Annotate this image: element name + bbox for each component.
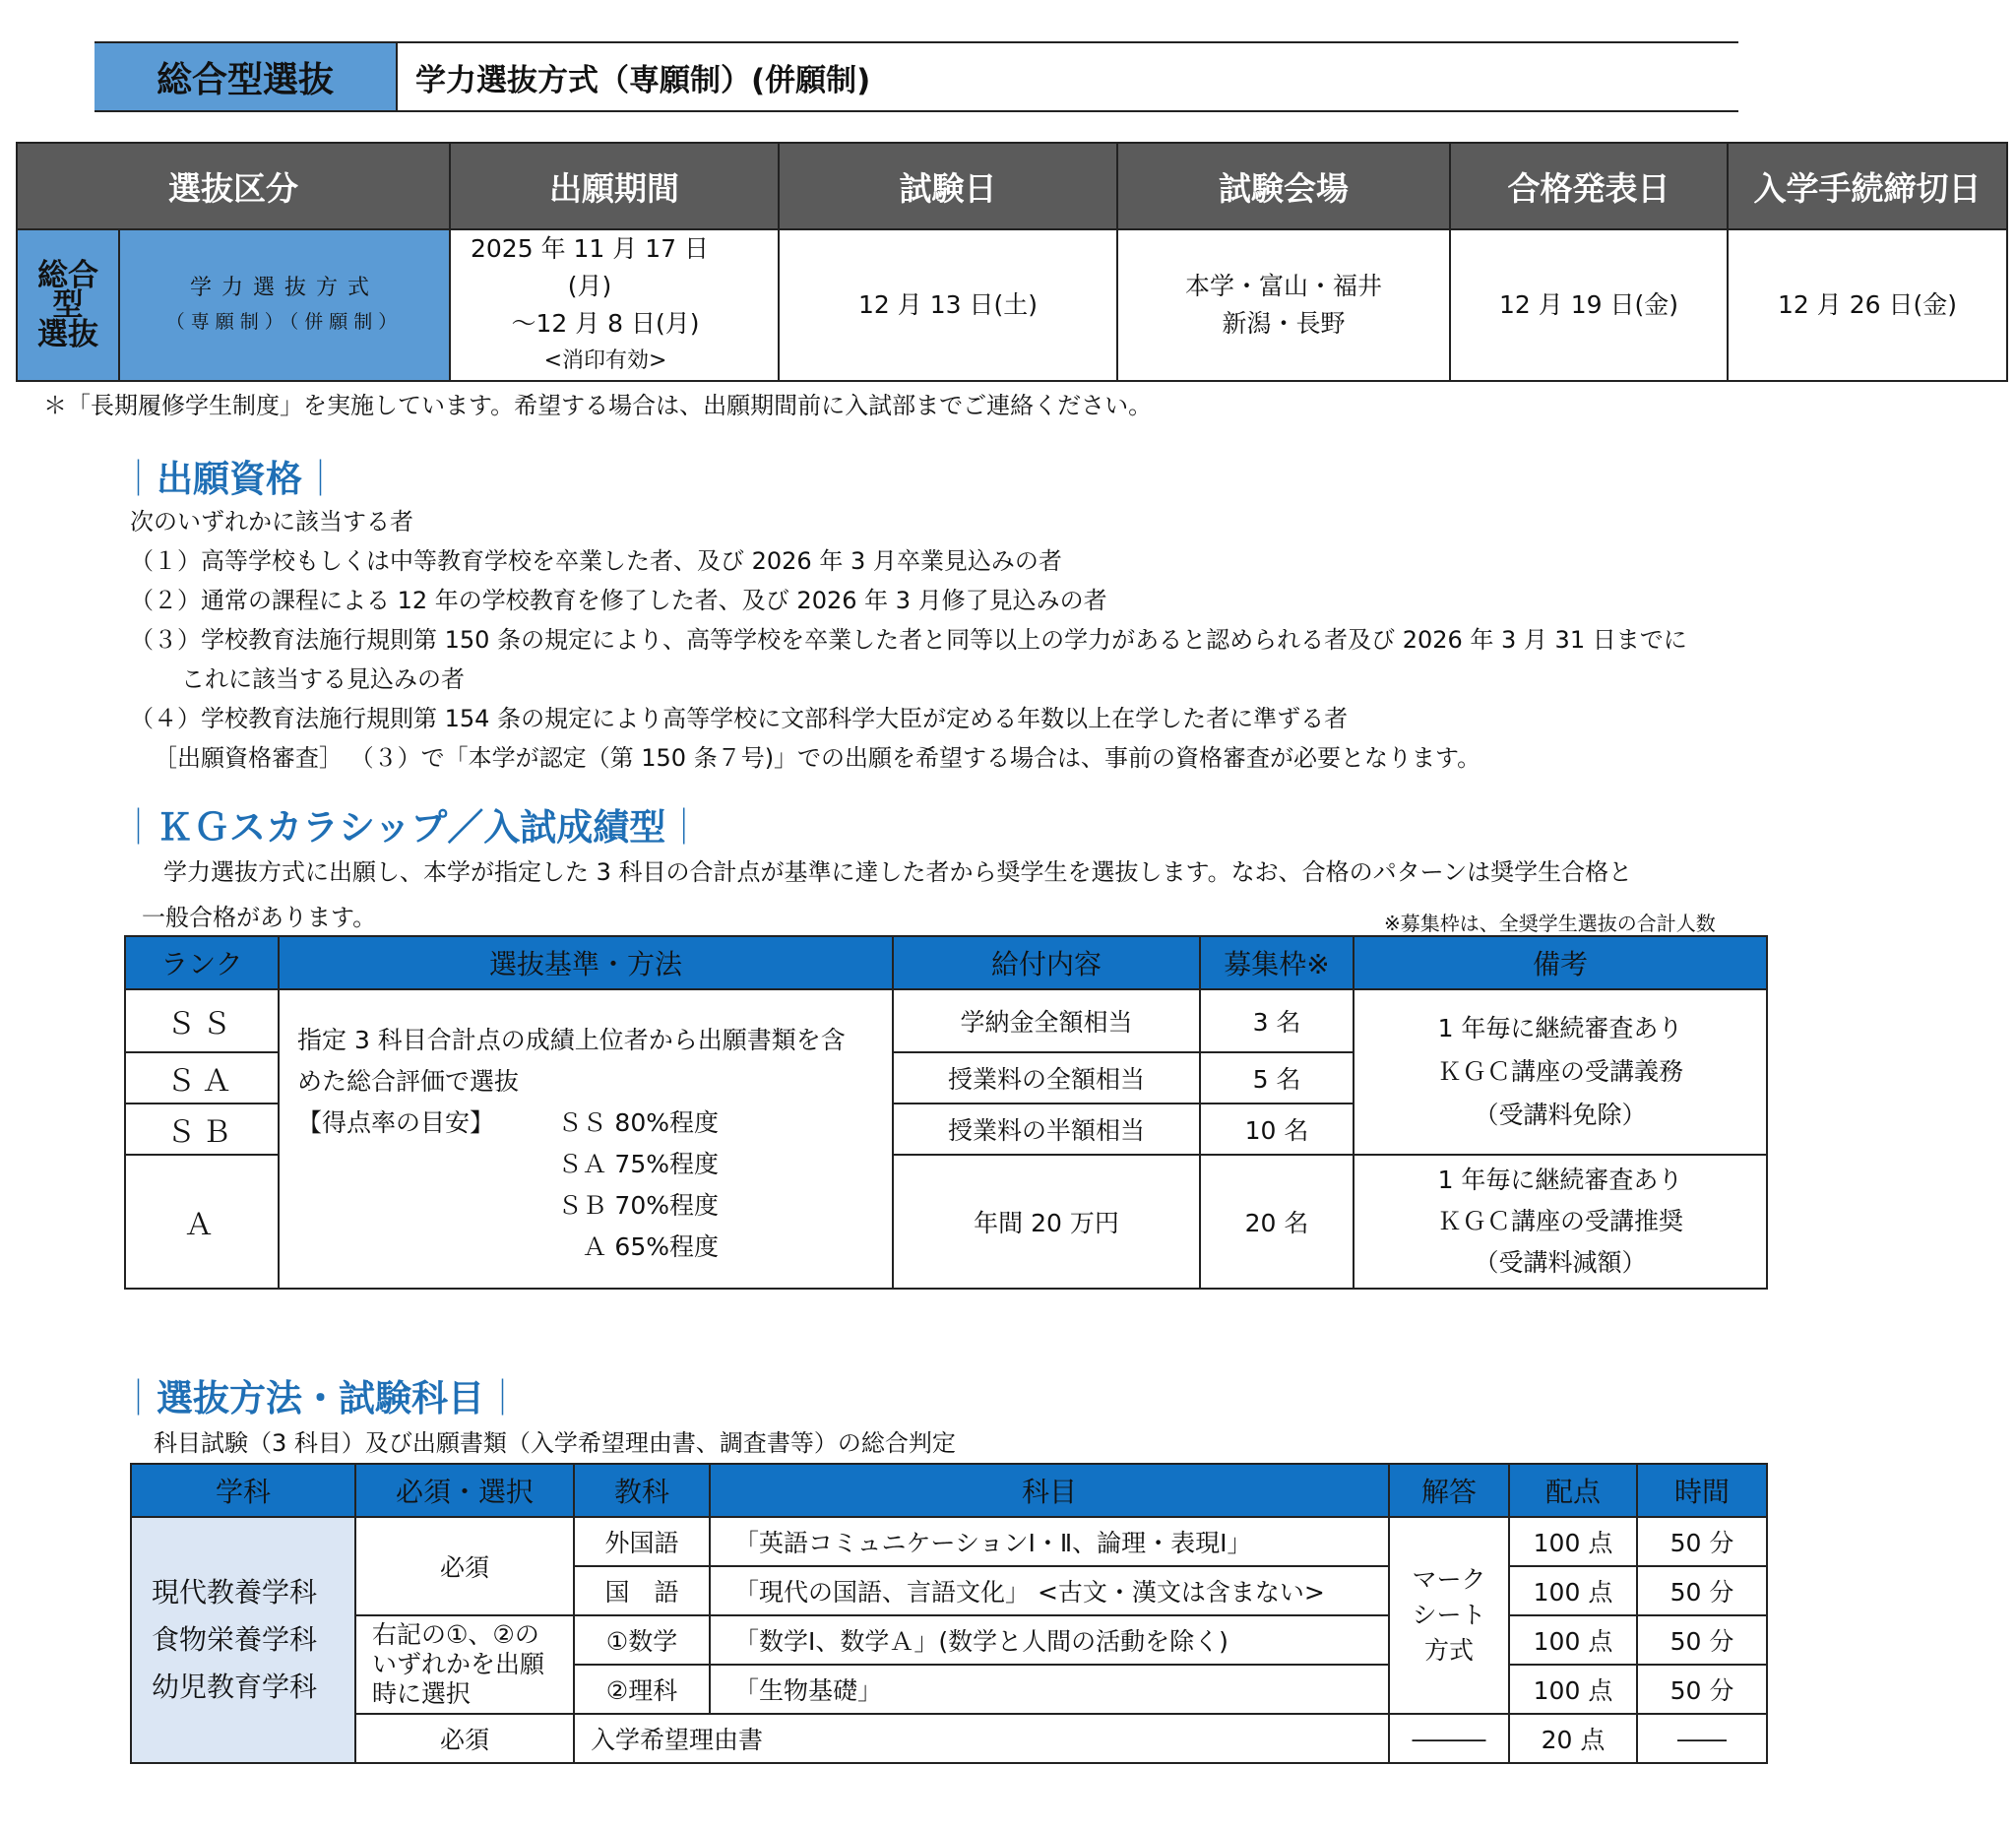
- col-header: 科目: [710, 1464, 1389, 1517]
- eligibility-intro: 次のいずれかに該当する者: [130, 508, 413, 536]
- time-cell: ――: [1637, 1714, 1767, 1763]
- answer-method-cell: [1389, 1517, 1509, 1714]
- section-header: [94, 41, 1738, 112]
- department-name: 幼児教育学科: [152, 1671, 318, 1703]
- subcategory-text: （専願制）（併願制）: [165, 311, 404, 333]
- col-header: 教科: [574, 1464, 710, 1517]
- criteria-text: 指定 3 科目合計点の成績上位者から出願書類を含: [297, 1026, 846, 1054]
- venue-cell: [1117, 229, 1450, 381]
- scholarship-footnote: ※募集枠は、全奨学生選抜の合計人数: [1384, 912, 1716, 935]
- benefit-cell: 年間 20 万円: [893, 1155, 1200, 1289]
- selection-subcategory-cell: [119, 229, 450, 381]
- subject-cell: 「現代の国語、言語文化」 <古文・漢文は含まない>: [710, 1566, 1389, 1615]
- schedule-row: [17, 229, 2007, 381]
- field-cell: ①数学: [574, 1615, 710, 1665]
- col-header: 試験会場: [1117, 143, 1450, 229]
- rank-cell: ＳＳ: [125, 989, 279, 1052]
- subjects-table: [130, 1463, 1768, 1764]
- time-cell: 50 分: [1637, 1566, 1767, 1615]
- subcategory-text: 学力選抜方式: [189, 276, 379, 300]
- rank-cell: ＳＢ: [125, 1104, 279, 1155]
- required-cell: 必須: [355, 1714, 574, 1763]
- required-cell: 必須: [355, 1517, 574, 1615]
- eligibility-heading-text: 出願資格: [157, 458, 302, 500]
- time-cell: 50 分: [1637, 1517, 1767, 1566]
- points-cell: 20 点: [1509, 1714, 1637, 1763]
- quota-cell: 10 名: [1200, 1104, 1354, 1155]
- subject-cell: 「数学Ⅰ、数学Ａ」(数学と人間の活動を除く): [710, 1615, 1389, 1665]
- scholarship-heading: ｜ＫＧスカラシップ／入試成績型｜: [120, 806, 703, 849]
- points-cell: 100 点: [1509, 1517, 1637, 1566]
- eligibility-review: ［出願資格審査］ （３）で「本学が認定（第 150 条７号)」での出願を希望する場合は、事前の資格審査が必要となります。: [154, 744, 1481, 772]
- col-header: 学科: [131, 1464, 355, 1517]
- table-row: [131, 1714, 1767, 1763]
- category-text: 型: [52, 287, 84, 323]
- remarks-text: 1 年毎に継続審査あり: [1437, 1166, 1683, 1194]
- remarks-text: （受講料免除）: [1474, 1101, 1647, 1129]
- application-period-cell: [450, 229, 779, 381]
- remarks-cell: [1354, 1155, 1767, 1289]
- department-name: 現代教養学科: [152, 1576, 318, 1608]
- scholarship-table: [124, 935, 1768, 1290]
- subject-cell: 「生物基礎」: [710, 1665, 1389, 1714]
- choice-text: 右記の①、②の: [372, 1620, 539, 1649]
- category-text: 選抜: [37, 317, 98, 352]
- eligibility-item: （４）学校教育法施行規則第 154 条の規定により高等学校に文部科学大臣が定める年数以上在学した者に準ずる者: [130, 705, 1349, 732]
- subjects-heading: ｜選抜方法・試験科目｜: [120, 1377, 521, 1419]
- quota-cell: 5 名: [1200, 1052, 1354, 1104]
- field-cell: 国 語: [574, 1566, 710, 1615]
- col-header: 選抜基準・方法: [279, 936, 893, 989]
- schedule-header-row: [17, 143, 2007, 229]
- criteria-text: めた総合評価で選抜: [297, 1067, 520, 1096]
- remarks-text: 1 年毎に継続審査あり: [1437, 1014, 1683, 1042]
- col-header: 解答: [1389, 1464, 1509, 1517]
- eligibility-body: [130, 502, 1687, 778]
- quota-cell: 3 名: [1200, 989, 1354, 1052]
- period-note: <消印有効>: [543, 348, 667, 373]
- target-item: ＳＢ 70%程度: [557, 1191, 719, 1220]
- remarks-text: ＫＧＣ講座の受講義務: [1436, 1057, 1683, 1086]
- answer-cell: ―――: [1389, 1714, 1509, 1763]
- col-header: 募集枠※: [1200, 936, 1354, 989]
- period-start: 2025 年 11 月 17 日(月): [471, 234, 709, 300]
- col-header: 合格発表日: [1450, 143, 1728, 229]
- field-cell: ②理科: [574, 1665, 710, 1714]
- scholarship-desc-1: 学力選抜方式に出願し、本学が指定した 3 科目の合計点が基準に達した者から奨学生を選抜します。なお、合格のパターンは奨学生合格と: [163, 858, 1633, 886]
- table-row: [131, 1615, 1767, 1665]
- answer-text: 方式: [1423, 1636, 1474, 1665]
- answer-text: マーク: [1412, 1565, 1486, 1594]
- remarks-text: ＫＧＣ講座の受講推奨: [1436, 1207, 1683, 1235]
- col-header: 備考: [1354, 936, 1767, 989]
- venue-text: 本学・富山・福井: [1184, 272, 1382, 300]
- points-cell: 100 点: [1509, 1665, 1637, 1714]
- subjects-heading-text: 選抜方法・試験科目: [157, 1377, 484, 1419]
- selection-category-cell: [17, 229, 119, 381]
- choice-text: いずれかを出願: [372, 1650, 545, 1678]
- target-list: [543, 1103, 719, 1268]
- time-cell: 50 分: [1637, 1615, 1767, 1665]
- remarks-text: （受講料減額）: [1474, 1248, 1647, 1277]
- department-name: 食物栄養学科: [152, 1623, 318, 1656]
- col-header: 必須・選択: [355, 1464, 574, 1517]
- benefit-cell: 授業料の半額相当: [893, 1104, 1200, 1155]
- category-text: 総合: [37, 258, 98, 293]
- result-date-cell: 12 月 19 日(金): [1450, 229, 1728, 381]
- points-cell: 100 点: [1509, 1615, 1637, 1665]
- criteria-cell: [279, 989, 893, 1289]
- header-category: 総合型選抜: [94, 43, 398, 110]
- target-item: Ａ 65%程度: [582, 1232, 719, 1261]
- quota-cell: 20 名: [1200, 1155, 1354, 1289]
- eligibility-item: （３）学校教育法施行規則第 150 条の規定により、高等学校を卒業した者と同等以上の学力があると認められる者及び 2026 年 3 月 31 日までに: [130, 626, 1687, 654]
- rank-cell: ＳＡ: [125, 1052, 279, 1104]
- period-end: ～12 月 8 日(月): [511, 309, 700, 338]
- schedule-note: ＊「長期履修学生制度」を実施しています。希望する場合は、出願期間前に入試部までご連絡ください。: [43, 392, 1153, 419]
- col-header: 出願期間: [450, 143, 779, 229]
- eligibility-item: これに該当する見込みの者: [181, 665, 465, 693]
- time-cell: 50 分: [1637, 1665, 1767, 1714]
- subjects-intro: 科目試験（3 科目）及び出願書類（入学希望理由書、調査書等）の総合判定: [154, 1429, 956, 1457]
- col-header: 時間: [1637, 1464, 1767, 1517]
- deadline-cell: 12 月 26 日(金): [1728, 229, 2007, 381]
- eligibility-item: （２）通常の課程による 12 年の学校教育を修了した者、及び 2026 年 3 月修了見込みの者: [130, 587, 1107, 614]
- col-header: ランク: [125, 936, 279, 989]
- subject-cell: 入学希望理由書: [574, 1714, 1389, 1763]
- choice-cell: [355, 1615, 574, 1714]
- criteria-targets: [297, 1103, 892, 1268]
- col-header: 給付内容: [893, 936, 1200, 989]
- benefit-cell: 授業料の全額相当: [893, 1052, 1200, 1104]
- answer-text: シート: [1412, 1601, 1486, 1629]
- col-header: 選抜区分: [17, 143, 450, 229]
- scholarship-heading-text: ＫＧスカラシップ／入試成績型: [157, 806, 666, 849]
- scholarship-desc-2: 一般合格があります。: [142, 904, 377, 931]
- benefit-cell: 学納金全額相当: [893, 989, 1200, 1052]
- subject-cell: 「英語コミュニケーションⅠ・Ⅱ、論理・表現Ⅰ」: [710, 1517, 1389, 1566]
- rank-cell: Ａ: [125, 1155, 279, 1289]
- remarks-cell: [1354, 989, 1767, 1155]
- table-row: [131, 1517, 1767, 1566]
- department-cell: [131, 1517, 355, 1763]
- eligibility-heading: ｜出願資格｜: [120, 458, 339, 500]
- schedule-table: [16, 142, 2008, 382]
- field-cell: 外国語: [574, 1517, 710, 1566]
- choice-text: 時に選択: [372, 1679, 472, 1708]
- subjects-header-row: [131, 1464, 1767, 1517]
- col-header: 配点: [1509, 1464, 1637, 1517]
- header-title: 学力選抜方式（専願制）(併願制): [415, 62, 871, 98]
- scholarship-header-row: [125, 936, 1767, 989]
- exam-date-cell: 12 月 13 日(土): [779, 229, 1117, 381]
- col-header: 試験日: [779, 143, 1117, 229]
- col-header: 入学手続締切日: [1728, 143, 2007, 229]
- target-item: ＳＳ 80%程度: [557, 1108, 719, 1137]
- target-item: ＳＡ 75%程度: [557, 1150, 719, 1178]
- venue-text: 新潟・長野: [1222, 309, 1346, 338]
- criteria-label: 【得点率の目安】: [297, 1108, 495, 1137]
- points-cell: 100 点: [1509, 1566, 1637, 1615]
- eligibility-item: （１）高等学校もしくは中等教育学校を卒業した者、及び 2026 年 3 月卒業見込みの者: [130, 547, 1062, 575]
- table-row: [125, 989, 1767, 1052]
